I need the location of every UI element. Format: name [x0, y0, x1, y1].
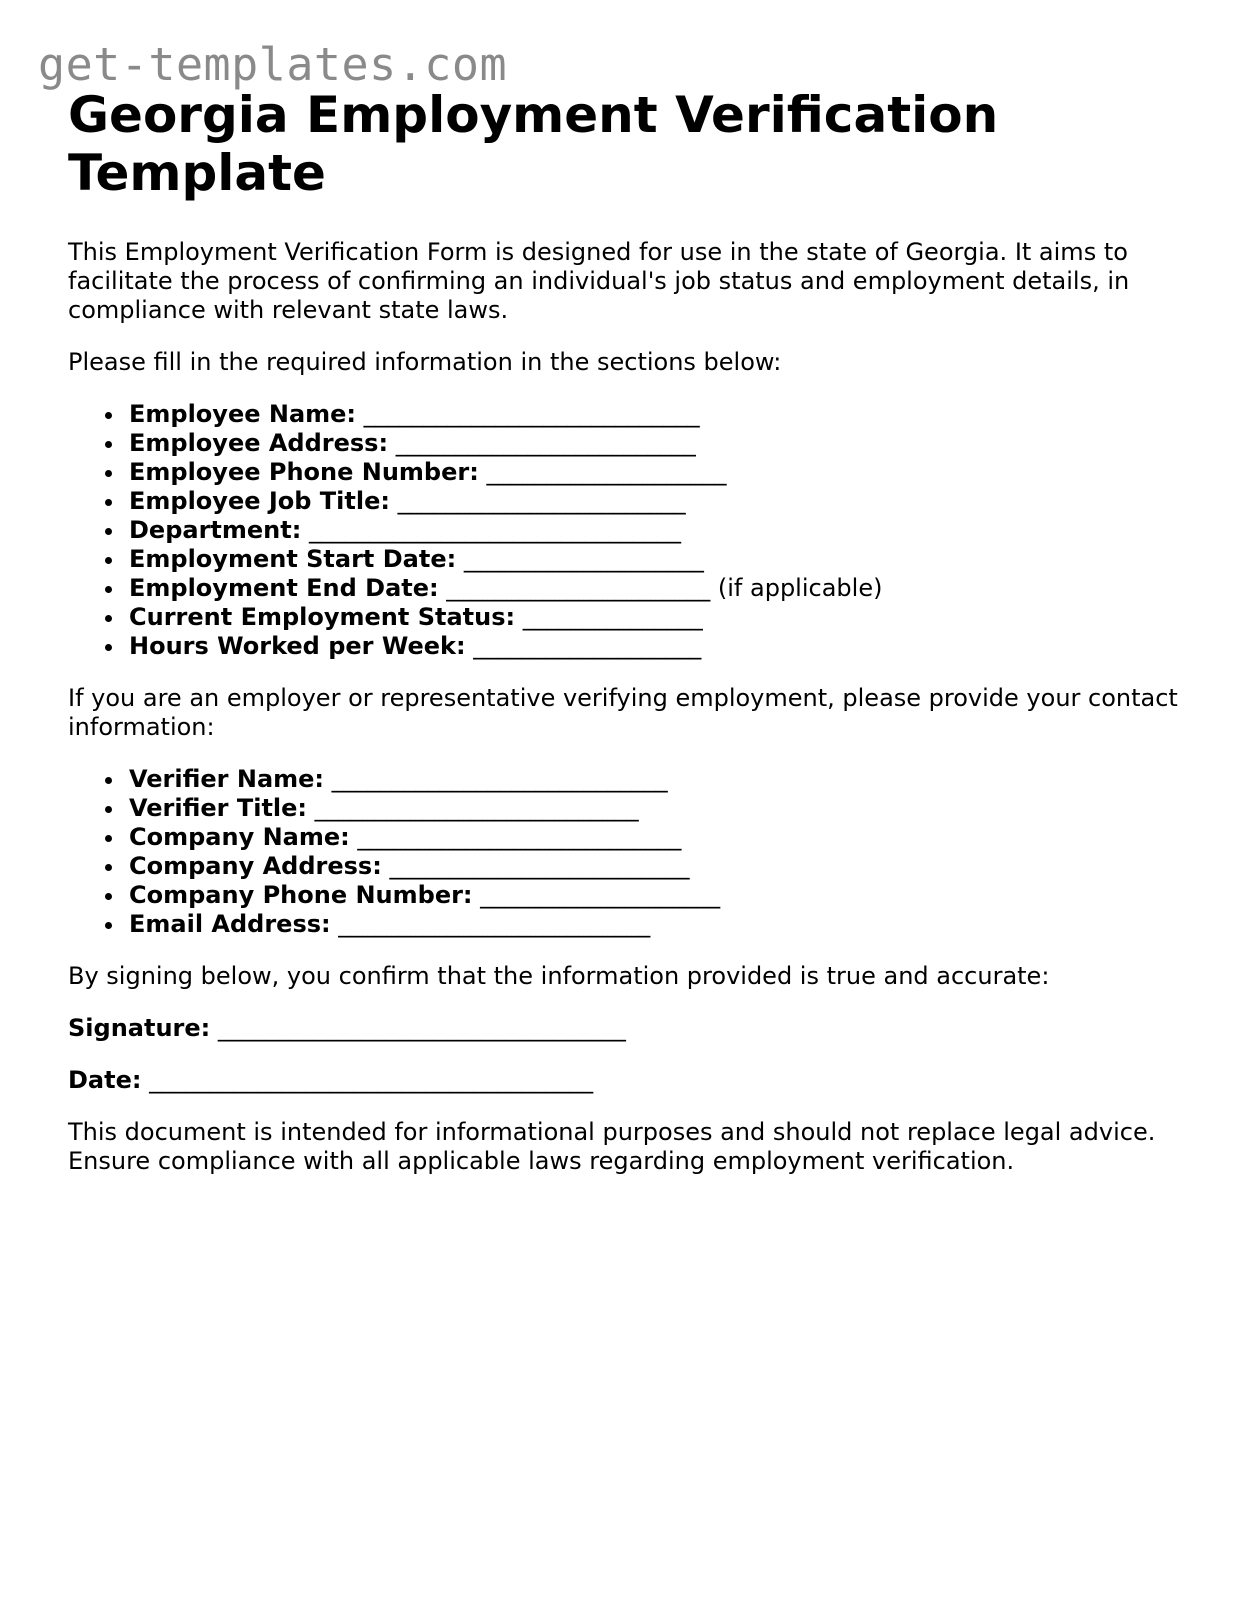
field-label: Email Address: [129, 910, 331, 938]
field-blank[interactable]: _______________________________ [308, 516, 681, 544]
field-label: Verifier Name: [129, 765, 325, 793]
employment-end-date-field[interactable] [129, 574, 1198, 603]
field-blank[interactable]: _________________________ [389, 852, 690, 880]
field-blank[interactable]: ____________________________ [331, 765, 668, 793]
field-note: (if applicable) [710, 574, 883, 602]
field-label: Employee Address: [129, 429, 389, 457]
department-field[interactable] [129, 516, 1198, 545]
field-blank[interactable]: ________________________ [397, 487, 686, 515]
field-label: Employment Start Date: [129, 545, 457, 573]
document-body [68, 86, 1198, 1176]
field-label: Employment End Date: [129, 574, 439, 602]
field-label: Employee Phone Number: [129, 458, 479, 486]
field-blank[interactable]: ____________________________ [363, 400, 700, 428]
field-blank[interactable]: ___________________ [473, 632, 702, 660]
verifier-fields-list [68, 765, 1198, 939]
field-label: Verifier Title: [129, 794, 308, 822]
confirmation-paragraph: By signing below, you confirm that the information provided is true and accurate: [68, 962, 1050, 990]
intro-paragraph: This Employment Verification Form is designed for use in the state of Georgia. It aims to facilitate the process of confirming an individual's job status and employment details, in compliance with relevant state laws. [68, 238, 1130, 324]
employee-address-field[interactable] [129, 429, 1198, 458]
field-blank[interactable]: _______________ [522, 603, 703, 631]
company-address-field[interactable] [129, 852, 1198, 881]
date-field[interactable] [68, 1066, 1198, 1095]
verifier-title-field[interactable] [129, 794, 1198, 823]
field-label: Hours Worked per Week: [129, 632, 466, 660]
field-blank[interactable]: _________________________ [395, 429, 696, 457]
employee-fields-list [68, 400, 1198, 661]
employer-prompt-paragraph: If you are an employer or representative verifying employment, please provide your contact information: [68, 684, 1178, 741]
field-label: Department: [129, 516, 302, 544]
document-title: Georgia Employment Verification Template [68, 86, 999, 202]
employee-phone-field[interactable] [129, 458, 1198, 487]
company-phone-field[interactable] [129, 881, 1198, 910]
field-blank[interactable]: __________________________ [338, 910, 651, 938]
employment-start-date-field[interactable] [129, 545, 1198, 574]
signature-field[interactable] [68, 1014, 1198, 1043]
company-name-field[interactable] [129, 823, 1198, 852]
field-label: Employee Name: [129, 400, 357, 428]
field-label: Company Phone Number: [129, 881, 473, 909]
signature-label: Signature: [68, 1014, 211, 1042]
date-label: Date: [68, 1066, 142, 1094]
employee-job-title-field[interactable] [129, 487, 1198, 516]
date-blank[interactable]: _____________________________________ [149, 1066, 594, 1094]
field-blank[interactable]: ___________________________ [357, 823, 682, 851]
signature-blank[interactable]: __________________________________ [217, 1014, 626, 1042]
field-label: Company Name: [129, 823, 350, 851]
field-blank[interactable]: ___________________________ [314, 794, 639, 822]
disclaimer-paragraph: This document is intended for informational purposes and should not replace legal advice. Ensure compliance with all applicable laws regarding employment verification. [68, 1118, 1156, 1175]
hours-per-week-field[interactable] [129, 632, 1198, 661]
field-label: Company Address: [129, 852, 382, 880]
email-address-field[interactable] [129, 910, 1198, 939]
employment-status-field[interactable] [129, 603, 1198, 632]
field-blank[interactable]: ____________________ [486, 458, 727, 486]
verifier-name-field[interactable] [129, 765, 1198, 794]
field-blank[interactable]: ____________________ [463, 545, 704, 573]
field-blank[interactable]: ____________________ [480, 881, 721, 909]
field-label: Current Employment Status: [129, 603, 516, 631]
instructions-paragraph: Please fill in the required information in the sections below: [68, 348, 782, 376]
employee-name-field[interactable] [129, 400, 1198, 429]
field-label: Employee Job Title: [129, 487, 390, 515]
watermark: get-templates.com [38, 38, 508, 91]
field-blank[interactable]: ______________________ [446, 574, 711, 602]
